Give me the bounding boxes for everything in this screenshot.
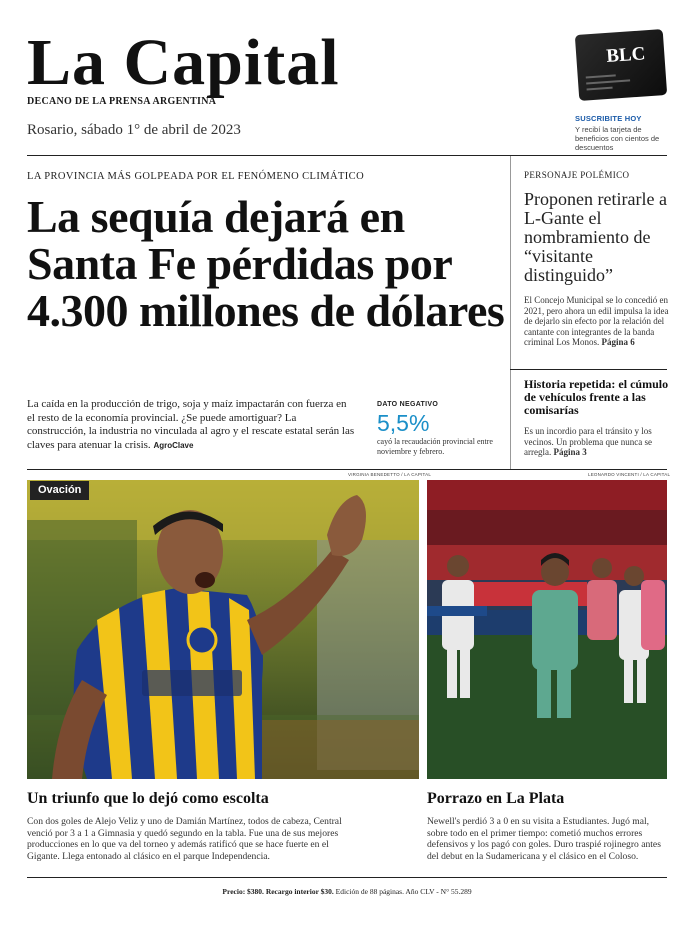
footer-divider: [27, 877, 667, 878]
card-stripe: [586, 79, 630, 84]
side-story-1-kicker: PERSONAJE POLÉMICO: [524, 170, 630, 180]
dateline: Rosario, sábado 1° de abril de 2023: [27, 122, 241, 138]
card-logo: BLC: [605, 43, 647, 67]
promo-title: SUSCRIBITE HOY: [575, 114, 642, 123]
side-story-2[interactable]: [524, 378, 672, 458]
story-left-text: Con dos goles de Alejo Veliz y uno de Damián Martínez, todos de cabeza, Central venció por 3 a 1 a Gimnasia y quedó segundo en la tabla. Fue una de sus mejores producciones en lo que va del torneo y además ratificó que se hace fuerte en el Gigante. Llega entonado al clásico en el parque Independencia.: [27, 816, 342, 862]
stadium-illustration: [427, 480, 667, 779]
side-story-2-page-ref: Página 3: [553, 447, 587, 457]
side-story-2-headline[interactable]: Historia repetida: el cúmulo de vehículos frente a las comisarías: [524, 377, 669, 417]
story-left-headline[interactable]: Un triunfo que lo dejó como escolta: [27, 790, 269, 807]
stat-value: 5,5%: [377, 410, 430, 436]
photos-divider: [27, 469, 667, 470]
story-right-text: Newell's perdió 3 a 0 en su visita a Estudiantes. Jugó mal, sobre todo en el primer tiempo: cometió muchos errores defensivos y los pagó con goles. Duro traspié rojinegro antes del debut en la Sudamericana y el clásico en el Coloso.: [427, 816, 661, 862]
side-story-1-headline[interactable]: Proponen retirarle a L-Gante el nombramiento de “visitante distinguido”: [524, 189, 667, 285]
central-player-photo[interactable]: [27, 480, 419, 779]
main-lede-source: AgroClave: [153, 440, 194, 450]
photo-tag-ovacion: Ovación: [30, 481, 89, 500]
footer-surcharge: Recargo interior $30.: [265, 887, 334, 896]
stat-text: cayó la recaudación provincial entre noviembre y febrero.: [377, 437, 493, 456]
main-lede: [27, 398, 357, 452]
main-headline[interactable]: La sequía dejará en Santa Fe pérdidas por 4.300 millones de dólares: [27, 191, 505, 336]
header-divider: [27, 155, 667, 156]
side-story-1-body: El Concejo Municipal se lo concedió en 2021, pero ahora un edil impulsa la idea de dejarlo sin efecto por la relación del cantante con integrantes de la banda criminal Los Monos.: [524, 295, 669, 347]
newspaper-logo: La Capital: [27, 26, 340, 99]
masthead: [27, 28, 497, 139]
stat-box: [377, 401, 502, 457]
photo-credit-right: LEONARDO VINCENTI / LA CAPITAL: [588, 472, 671, 477]
newspaper-motto: DECANO DE LA PRENSA ARGENTINA: [27, 96, 217, 107]
celebration-illustration: [27, 480, 419, 779]
side-divider: [510, 369, 667, 370]
benefits-card-image: [575, 29, 667, 101]
stat-label: DATO NEGATIVO: [377, 401, 439, 408]
side-story-2-text: [524, 426, 672, 458]
newells-players-photo[interactable]: [427, 480, 667, 779]
side-story-1-page-ref: Página 6: [601, 337, 635, 347]
footer-price-line: [27, 887, 667, 896]
story-right-headline[interactable]: Porrazo en La Plata: [427, 790, 565, 807]
column-divider: [510, 156, 511, 469]
card-stripe: [587, 87, 613, 91]
card-stripe: [586, 74, 616, 78]
main-lede-text: La caída en la producción de trigo, soja y maíz impactarán con fuerza en el resto de la economía provincial. ¿Se puede amortiguar? La construcción, la industria no vinculada al agro y el rescate estatal serán las claves para atenuar la crisis.: [27, 398, 355, 451]
footer-price: Precio: $380.: [222, 887, 264, 896]
side-story-1-text: [524, 295, 672, 348]
promo-text: Y recibí la tarjeta de beneficios con cientos de descuentos: [575, 125, 660, 152]
side-story-1[interactable]: [524, 170, 672, 348]
main-story-kicker: LA PROVINCIA MÁS GOLPEADA POR EL FENÓMENO CLIMÁTICO: [27, 171, 365, 182]
subscription-promo[interactable]: [575, 32, 675, 152]
footer-details: Edición de 88 páginas. Año CLV - N° 55.289: [335, 887, 472, 896]
side-story-2-body: Es un incordio para el tránsito y los vecinos. Un problema que nunca se arregla.: [524, 426, 652, 457]
photo-credit-left: VIRGINIA BENEDETTO / LA CAPITAL: [348, 472, 432, 477]
